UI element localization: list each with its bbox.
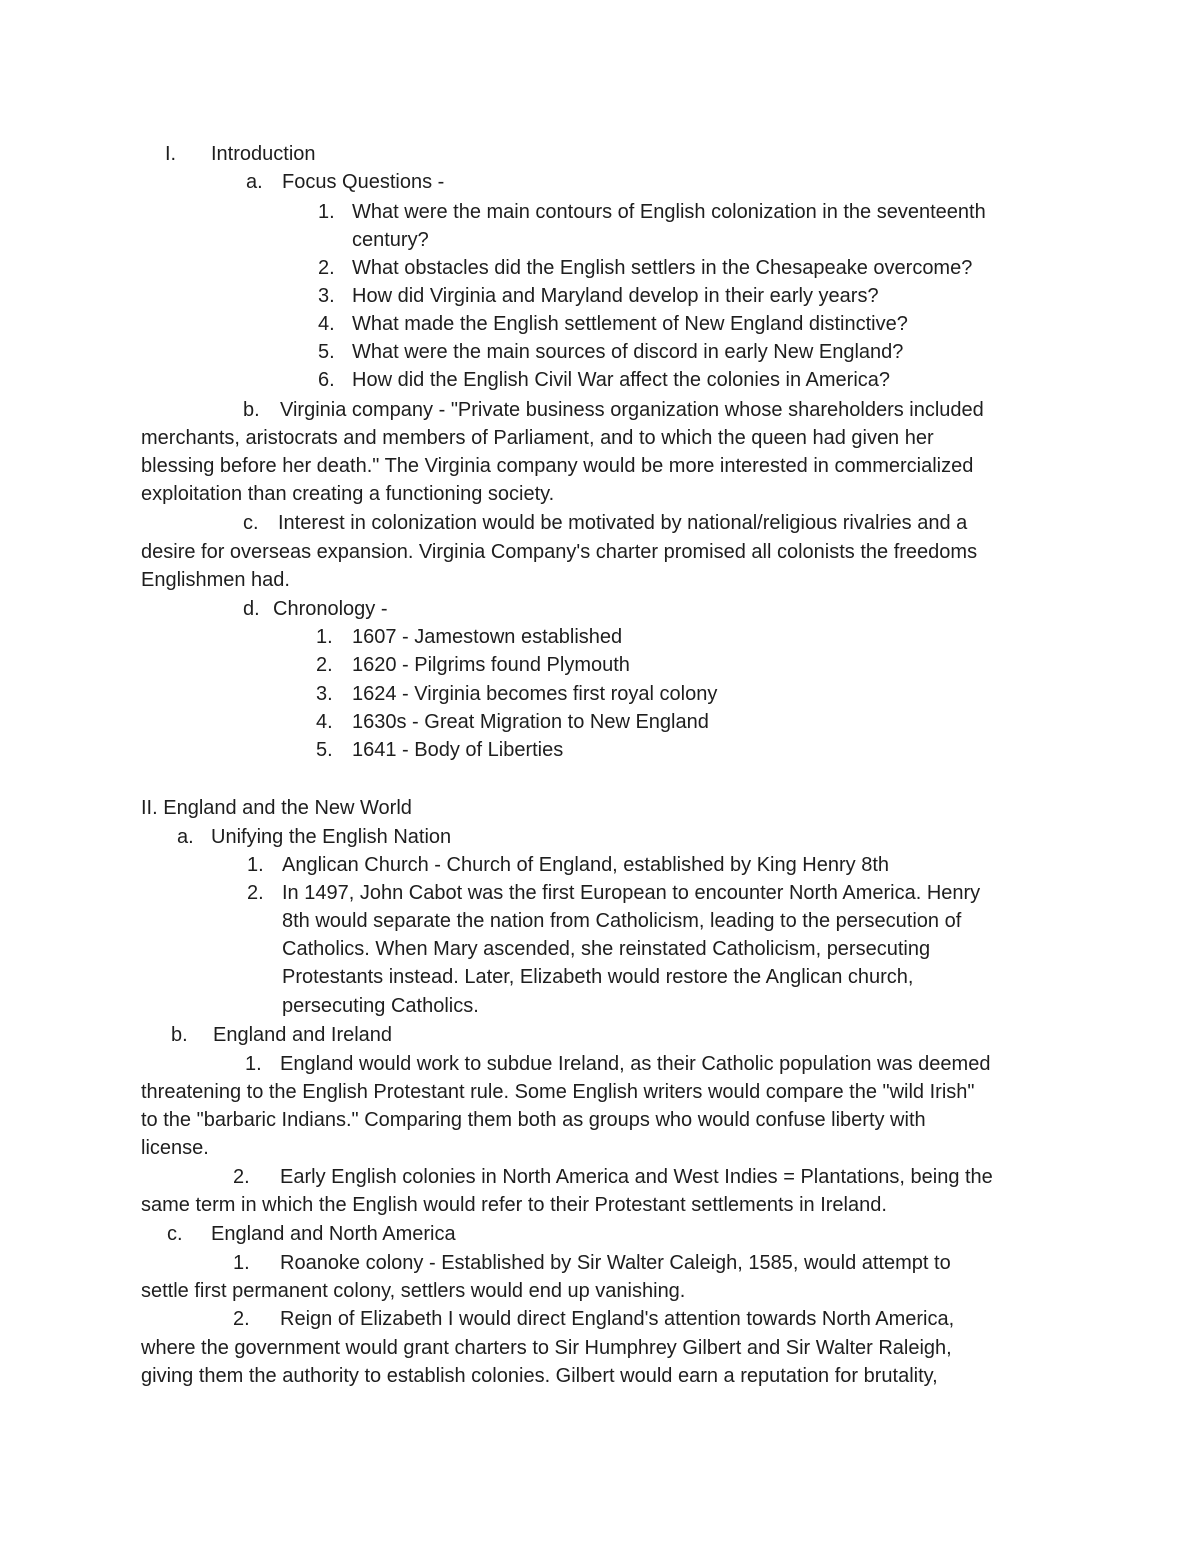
list-marker: 4. (316, 711, 333, 733)
paragraph-line: Virginia company - "Private business organization whose shareholders included (280, 399, 984, 421)
list-item-text: What made the English settlement of New England distinctive? (352, 313, 908, 335)
list-marker: 2. (233, 1166, 250, 1188)
list-item-text: 8th would separate the nation from Catholicism, leading to the persecution of (282, 910, 962, 932)
list-marker: c. (243, 512, 259, 534)
list-item-text: What obstacles did the English settlers in the Chesapeake overcome? (352, 257, 973, 279)
list-marker: 5. (318, 341, 335, 363)
list-marker: 1. (318, 201, 335, 223)
list-item-text: How did Virginia and Maryland develop in their early years? (352, 285, 879, 307)
list-marker: 3. (316, 683, 333, 705)
list-marker: 2. (316, 654, 333, 676)
list-marker: a. (246, 171, 263, 193)
subsection-title: Unifying the English Nation (211, 826, 452, 848)
list-marker: d. (243, 598, 260, 620)
section-title: II. England and the New World (141, 797, 412, 819)
paragraph-line: license. (141, 1137, 209, 1159)
paragraph-line: desire for overseas expansion. Virginia Company's charter promised all colonists the freedoms (141, 541, 978, 563)
list-marker: 2. (233, 1308, 250, 1330)
section-title: Introduction (211, 143, 316, 165)
list-item-text: 1620 - Pilgrims found Plymouth (352, 654, 630, 676)
list-marker: 4. (318, 313, 335, 335)
paragraph-line: Roanoke colony - Established by Sir Walter Caleigh, 1585, would attempt to (280, 1252, 951, 1274)
list-item-text: 1607 - Jamestown established (352, 626, 623, 648)
list-marker: 1. (316, 626, 333, 648)
paragraph-line: Early English colonies in North America and West Indies = Plantations, being the (280, 1166, 993, 1188)
list-marker: b. (243, 399, 260, 421)
paragraph-line: to the "barbaric Indians." Comparing them both as groups who would confuse liberty with (141, 1109, 926, 1131)
list-item-text: What were the main contours of English colonization in the seventeenth (352, 201, 986, 223)
paragraph-line: exploitation than creating a functioning society. (141, 483, 555, 505)
subsection-title: Focus Questions - (282, 171, 445, 193)
paragraph-line: blessing before her death." The Virginia company would be more interested in commercialized (141, 455, 974, 477)
list-marker: c. (167, 1223, 183, 1245)
list-marker: 1. (233, 1252, 250, 1274)
paragraph-line: same term in which the English would refer to their Protestant settlements in Ireland. (141, 1194, 887, 1216)
list-item-text: Anglican Church - Church of England, established by King Henry 8th (282, 854, 890, 876)
paragraph-line: England would work to subdue Ireland, as their Catholic population was deemed (280, 1053, 991, 1075)
paragraph-line: threatening to the English Protestant rule. Some English writers would compare the "wild Irish" (141, 1081, 975, 1103)
list-item-text: persecuting Catholics. (282, 995, 479, 1017)
list-marker: 5. (316, 739, 333, 761)
paragraph-line: settle first permanent colony, settlers would end up vanishing. (141, 1280, 686, 1302)
list-marker: 2. (318, 257, 335, 279)
list-marker: 2. (247, 882, 264, 904)
list-item-text: 1624 - Virginia becomes first royal colony (352, 683, 718, 705)
list-item-text: How did the English Civil War affect the colonies in America? (352, 369, 891, 391)
list-item-text: Protestants instead. Later, Elizabeth would restore the Anglican church, (282, 966, 914, 988)
list-marker: 1. (247, 854, 264, 876)
list-item-text: 1630s - Great Migration to New England (352, 711, 709, 733)
subsection-title: Chronology - (273, 598, 388, 620)
list-item-text: century? (352, 229, 429, 251)
paragraph-line: Reign of Elizabeth I would direct England's attention towards North America, (280, 1308, 955, 1330)
paragraph-line: Englishmen had. (141, 569, 290, 591)
list-item-text: 1641 - Body of Liberties (352, 739, 564, 761)
paragraph-line: Interest in colonization would be motivated by national/religious rivalries and a (278, 512, 968, 534)
list-marker: a. (177, 826, 194, 848)
list-item-text: In 1497, John Cabot was the first European to encounter North America. Henry (282, 882, 981, 904)
list-item-text: Catholics. When Mary ascended, she reinstated Catholicism, persecuting (282, 938, 931, 960)
list-marker: 3. (318, 285, 335, 307)
list-marker: b. (171, 1024, 188, 1046)
section-marker: I. (165, 143, 177, 165)
paragraph-line: merchants, aristocrats and members of Parliament, and to which the queen had given her (141, 427, 934, 449)
paragraph-line: where the government would grant charters to Sir Humphrey Gilbert and Sir Walter Raleigh, (141, 1337, 952, 1359)
list-item-text: What were the main sources of discord in early New England? (352, 341, 904, 363)
paragraph-line: giving them the authority to establish colonies. Gilbert would earn a reputation for brutality, (141, 1365, 938, 1387)
list-marker: 6. (318, 369, 335, 391)
list-marker: 1. (245, 1053, 262, 1075)
subsection-title: England and Ireland (213, 1024, 393, 1046)
subsection-title: England and North America (211, 1223, 456, 1245)
